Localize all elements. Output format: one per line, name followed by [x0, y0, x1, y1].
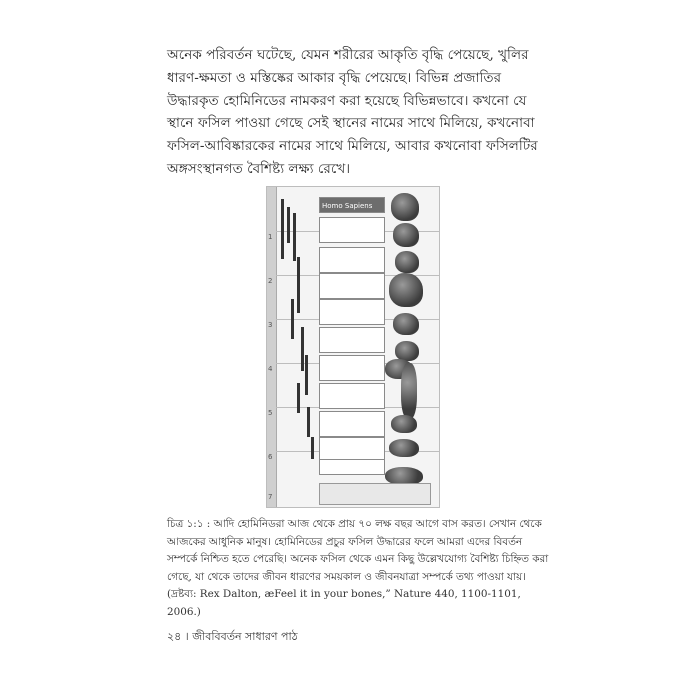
body-line: অনেক পরিবর্তন ঘটেছে, যেমন শরীরের আকৃতি বৃদ্ধি পেয়েছে, খুলির [167, 47, 529, 63]
species-box [319, 217, 385, 243]
timeline-bar [305, 355, 308, 395]
band-number: 4 [268, 365, 273, 373]
body-line: ধারণ-ক্ষমতা ও মস্তিষ্কের আকার বৃদ্ধি পেয়েছে। বিভিন্ন প্রজাতির [167, 69, 502, 86]
species-box [319, 247, 385, 273]
caption-line: গেছে, যা থেকে তাদের জীবন ধারণের সময়কাল ও জীবনযাত্রা সম্পর্কে তথ্য পাওয়া যায়। [167, 570, 526, 583]
hominid-head-image [389, 273, 423, 307]
timeline-bar [293, 213, 296, 261]
figure-bottom-panel [319, 483, 431, 505]
band-number: 2 [268, 277, 273, 285]
body-paragraph [167, 44, 541, 181]
species-box [319, 459, 385, 475]
skull-image [395, 341, 419, 361]
skull-image [391, 193, 419, 221]
figure-caption [167, 516, 552, 622]
species-box [319, 273, 385, 299]
species-box [319, 299, 385, 325]
timeline-bar [291, 299, 294, 339]
timeline-bar [311, 437, 314, 459]
timeline-bar [281, 199, 284, 259]
species-header [319, 197, 385, 213]
species-box [319, 355, 385, 381]
species-box [319, 327, 385, 353]
timeline-bar [287, 207, 290, 243]
body-line: স্থানে ফসিল পাওয়া গেছে সেই স্থানের নামের সাথে মিলিয়ে, কখনোবা [167, 115, 535, 132]
timeline-bar [297, 257, 300, 313]
species-header-label: Homo Sapiens [322, 202, 373, 210]
band-number: 6 [268, 453, 273, 461]
skull-image [395, 251, 419, 273]
species-box [319, 411, 385, 437]
band-number: 7 [268, 493, 273, 501]
page-footer: ২৪ । জীববিবর্তন সাধারণ পাঠ [167, 630, 298, 643]
hominid-figure-image [401, 363, 417, 419]
timeline-bar [301, 327, 304, 371]
skull-image [391, 415, 417, 433]
caption-line: সম্পর্কে নিশ্চিত হতে পেরেছি। অনেক ফসিল থেকে এমন কিছু উল্লেখযোগ্য বৈশিষ্ট্য চিহ্নিত করা [167, 553, 549, 566]
body-line: ফসিল-আবিষ্কারকের নামের সাথে মিলিয়ে, আবার কখনোবা ফসিলটির [167, 138, 538, 155]
timeline-bar [307, 407, 310, 437]
species-box [319, 383, 385, 409]
body-line: অঙ্গসংস্থানগত বৈশিষ্ট্য লক্ষ্য রেখে। [167, 160, 351, 177]
band-number: 1 [268, 233, 273, 241]
skull-image [393, 313, 419, 335]
caption-line: 2006.) [167, 605, 201, 618]
timeline-bar [297, 383, 300, 413]
caption-line: আজকের আধুনিক মানুষ। হোমিনিডের প্রচুর ফসিল উদ্ধারের ফলে আমরা এদের বিবর্তন [167, 535, 523, 548]
skull-image [393, 223, 419, 247]
band-number: 5 [268, 409, 273, 417]
hominid-evolution-figure [266, 186, 440, 508]
skull-image [389, 439, 419, 457]
body-line: উদ্ধারকৃত হোমিনিডের নামকরণ করা হয়েছে বিভিন্নভাবে। কখনো যে [167, 92, 527, 109]
band-number: 3 [268, 321, 273, 329]
caption-line: (দ্রষ্টব্য: Rex Dalton, æFeel it in your bones,” Nature 440, 1100-1101, [167, 588, 521, 601]
caption-line: চিত্র ১:১ : আদি হোমিনিডরা আজ থেকে প্রায় ৭০ লক্ষ বছর আগে বাস করত। সেখান থেকে [167, 518, 542, 530]
